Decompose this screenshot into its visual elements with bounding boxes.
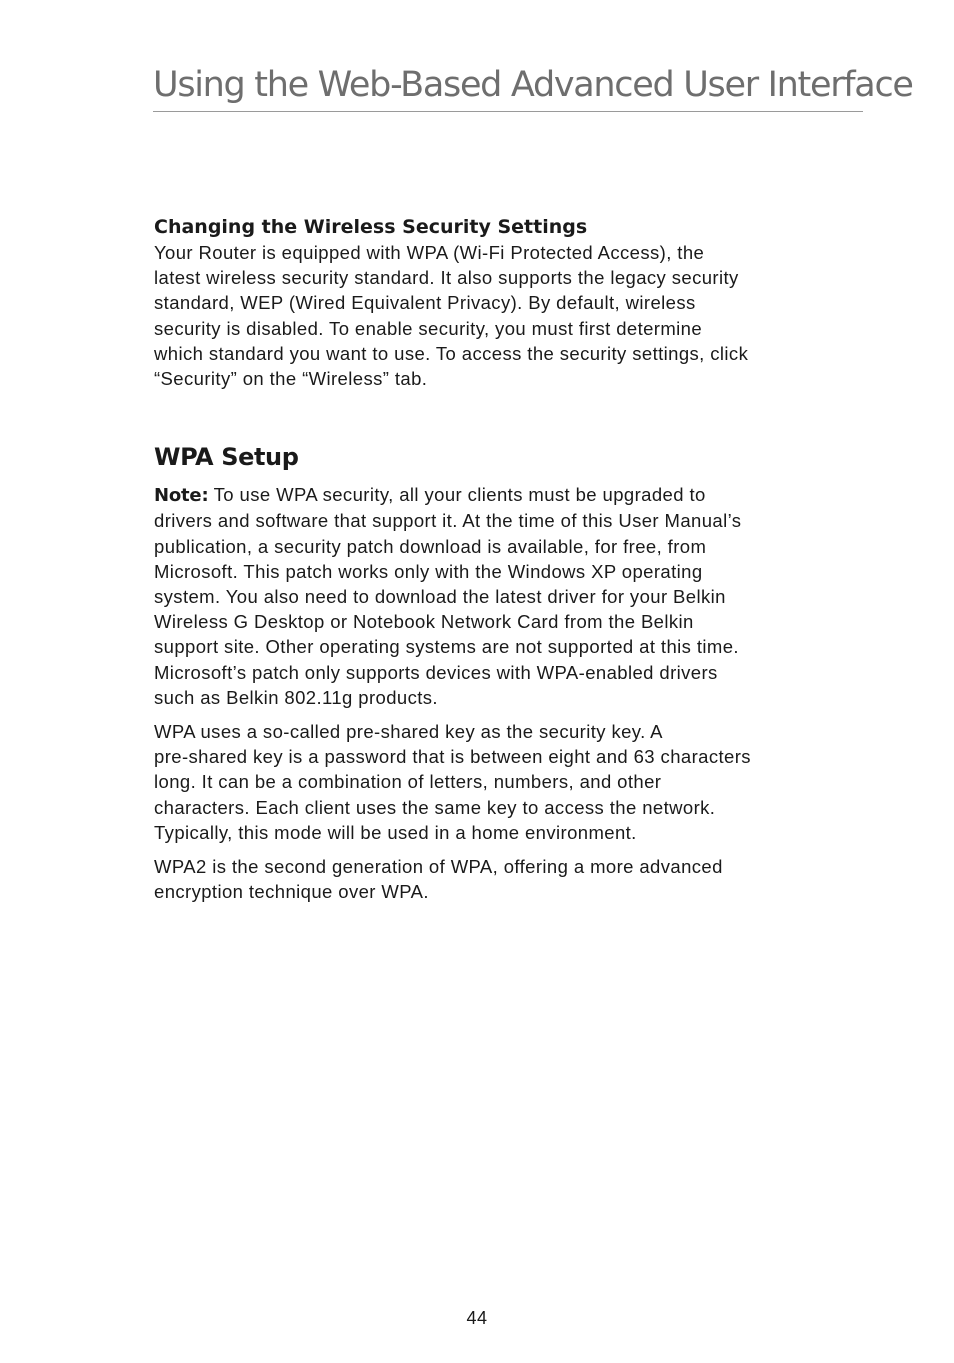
section-heading: Changing the Wireless Security Settings	[154, 216, 588, 238]
note-line: drivers and software that support it. At the time of this User Manual’s	[154, 510, 742, 532]
intro-line: which standard you want to use. To access the security settings, click	[154, 342, 749, 364]
header-divider	[153, 111, 863, 112]
wpa2-line: WPA2 is the second generation of WPA, offering a more advanced	[154, 856, 723, 878]
page-header	[153, 62, 913, 112]
note-line: support site. Other operating systems are not supported at this time.	[154, 636, 739, 658]
note-line: Microsoft. This patch works only with the Windows XP operating	[154, 560, 703, 582]
intro-line: standard, WEP (Wired Equivalent Privacy). By default, wireless	[154, 292, 696, 314]
page-number: 44	[466, 1308, 488, 1328]
note-line: To use WPA security, all your clients must be upgraded to	[208, 484, 706, 506]
note-label: Note:	[154, 485, 209, 507]
wpa2-paragraph	[154, 854, 864, 904]
note-line: Microsoft’s patch only supports devices with WPA-enabled drivers	[154, 661, 718, 683]
note-line: Wireless G Desktop or Notebook Network Card from the Belkin	[154, 611, 694, 633]
main-content	[154, 214, 864, 904]
intro-line: Your Router is equipped with WPA (Wi-Fi Protected Access), the	[154, 242, 705, 263]
note-paragraph	[154, 482, 864, 710]
psk-line: characters. Each client uses the same key to access the network.	[154, 796, 716, 818]
note-line: publication, a security patch download is available, for free, from	[154, 535, 707, 557]
pre-shared-key-paragraph	[154, 719, 864, 845]
note-line: such as Belkin 802.11g products.	[154, 686, 438, 708]
psk-line: WPA uses a so-called pre-shared key as the security key. A	[154, 721, 663, 743]
wpa2-line: encryption technique over WPA.	[154, 881, 429, 903]
psk-line: Typically, this mode will be used in a home environment.	[154, 821, 637, 843]
intro-line: latest wireless security standard. It also supports the legacy security	[154, 267, 739, 289]
psk-line: pre-shared key is a password that is between eight and 63 characters	[154, 746, 751, 768]
page-title: Using the Web-Based Advanced User Interface	[153, 65, 913, 105]
wpa-setup-heading: WPA Setup	[154, 443, 299, 472]
intro-line: “Security” on the “Wireless” tab.	[154, 368, 428, 390]
note-line: system. You also need to download the latest driver for your Belkin	[154, 586, 726, 608]
psk-line: long. It can be a combination of letters, numbers, and other	[154, 771, 662, 793]
intro-paragraph	[154, 240, 864, 391]
intro-line: security is disabled. To enable security, you must first determine	[154, 317, 703, 339]
